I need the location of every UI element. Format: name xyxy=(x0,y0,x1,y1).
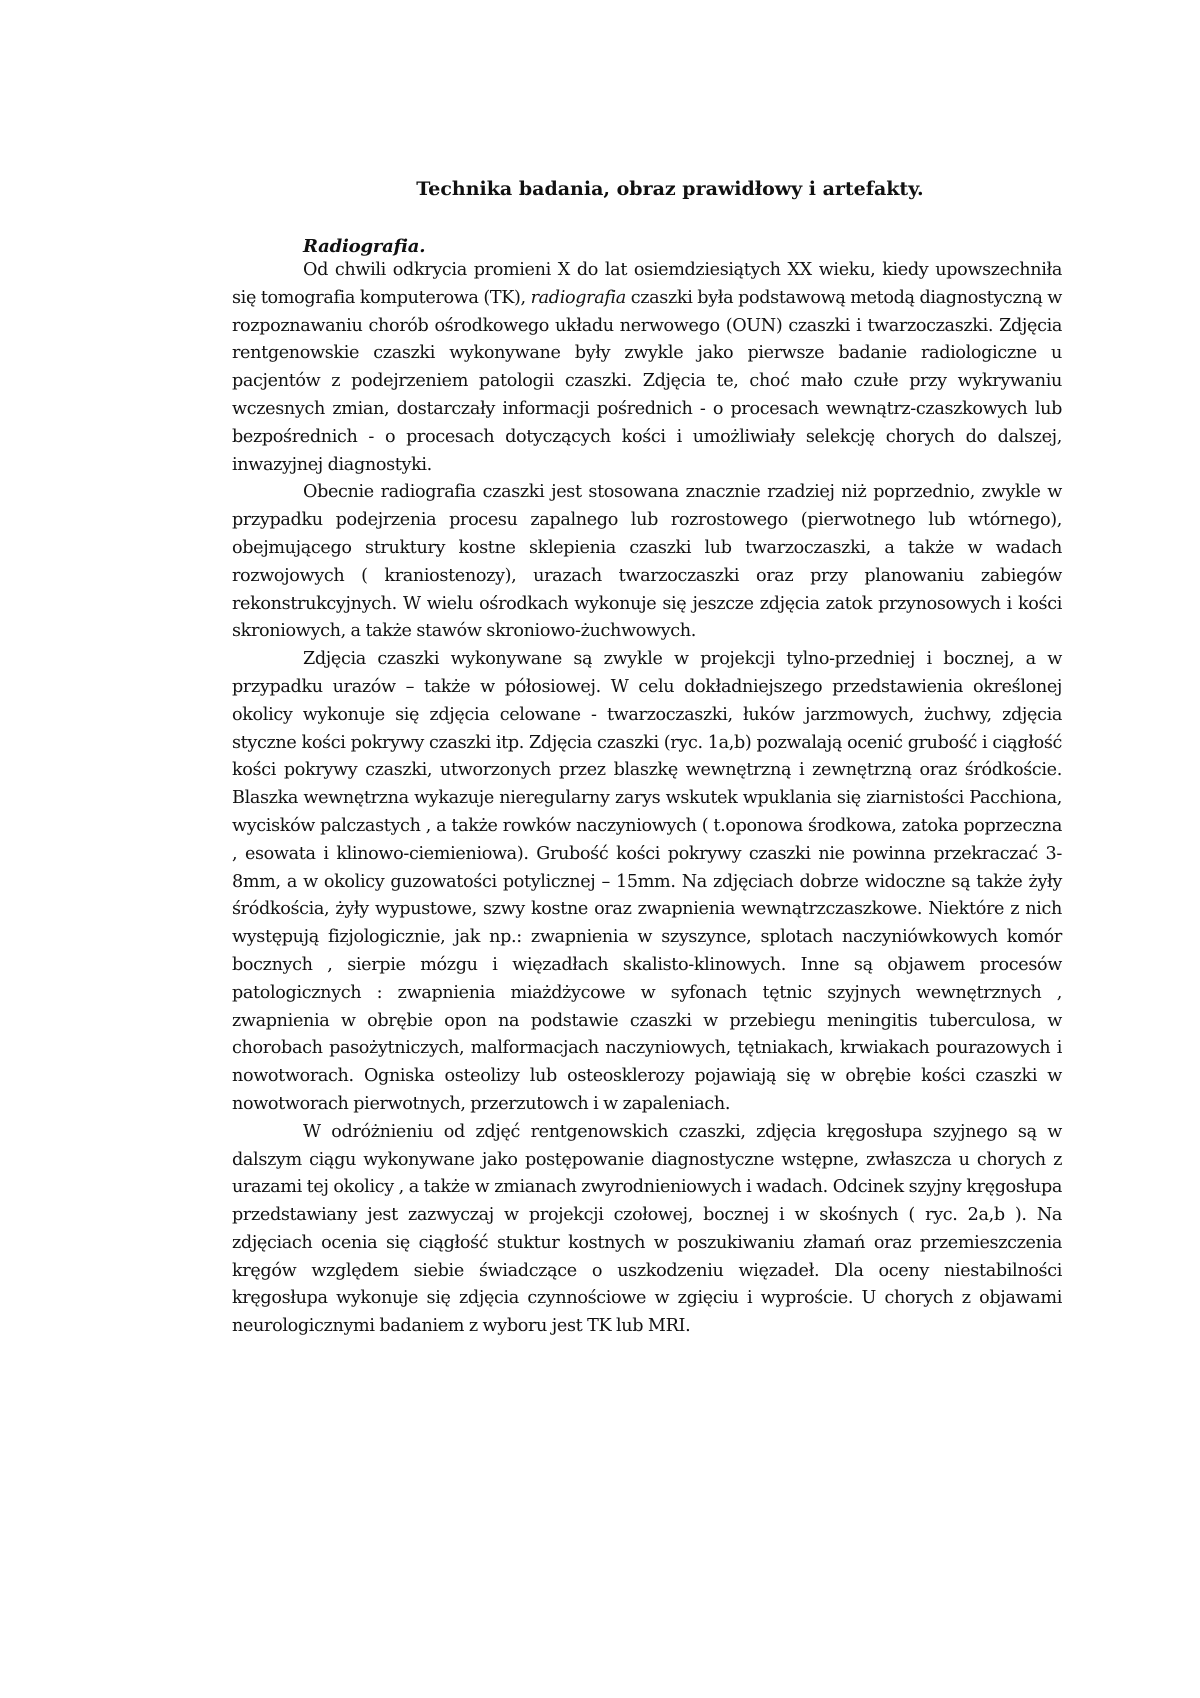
paragraph-1-emphasis: radiografia xyxy=(530,287,626,308)
paragraph-1-text-b: czaszki była podstawową metodą diagnostyczną w rozpoznawaniu chorób ośrodkowego układu nerwowego (OUN) czaszki i twarzoczaszki. Zdjęcia rentgenowskie czaszki wykonywane były zwykle jako pierwsze badanie radiologiczne u pacjentów z podejrzeniem patologii czaszki. Zdjęcia te, choć mało czułe przy wykrywaniu wczesnych zmian, dostarczały informacji pośrednich - o procesach wewnątrz-czaszkowych lub bezpośrednich - o procesach dotyczących kości i umożliwiały selekcję chorych do dalszej, inwazyjnej diagnostyki. xyxy=(232,287,1062,475)
paragraph-1-text-a: Od chwili odkrycia promieni X do lat osiemdziesiątych XX wieku, kiedy upowszechniła się tomografia komputerowa (TK), xyxy=(232,260,1062,308)
paragraph-3: Zdjęcia czaszki wykonywane są zwykle w projekcji tylno-przedniej i bocznej, a w przypadku urazów – także w półosiowej. W celu dokładniejszego przedstawienia określonej okolicy wykonuje się zdjęcia celowane - twarzoczaszki, łuków jarzmowych, żuchwy, zdjęcia styczne kości pokrywy czaszki itp. Zdjęcia czaszki (ryc. 1a,b) pozwalają ocenić grubość i ciągłość kości pokrywy czaszki, utworzonych przez blaszkę wewnętrzną i zewnętrzną oraz śródkoście. Blaszka wewnętrzna wykazuje nieregularny zarys wskutek wpuklania się ziarnistości Pacchiona, wycisków palczastych , a także rowków naczyniowych ( t.oponowa środkowa, zatoka poprzeczna , esowata i klinowo-ciemieniowa). Grubość kości pokrywy czaszki nie powinna przekraczać 3-8mm, a w okolicy guzowatości potylicznej – 15mm. Na zdjęciach dobrze widoczne są także żyły śródkościa, żyły wypustowe, szwy kostne oraz zwapnienia wewnątrzczaszkowe. Niektóre z nich występują fizjologicznie, jak np.: zwapnienia w szyszynce, splotach naczyniówkowych komór bocznych , sierpie mózgu i więzadłach skalisto-klinowych. Inne są objawem procesów patologicznych : zwapnienia miażdżycowe w syfonach tętnic szyjnych wewnętrznych , zwapnienia w obrębie opon na podstawie czaszki w przebiegu meningitis tuberculosa, w chorobach pasożytniczych, malformacjach naczyniowych, tętniakach, krwiakach pourazowych i nowotworach. Ogniska osteolizy lub osteosklerozy pojawiają się w obrębie kości czaszki w nowotworach pierwotnych, przerzutowch i w zapaleniach. xyxy=(232,649,1062,1114)
document-title: Technika badania, obraz prawidłowy i artefakty. xyxy=(416,178,924,200)
paragraph-2: Obecnie radiografia czaszki jest stosowana znacznie rzadziej niż poprzednio, zwykle w przypadku podejrzenia procesu zapalnego lub rozrostowego (pierwotnego lub wtórnego), obejmującego struktury kostne sklepienia czaszki lub twarzoczaszki, a także w wadach rozwojowych ( kraniostenozy), urazach twarzoczaszki oraz przy planowaniu zabiegów rekonstrukcyjnych. W wielu ośrodkach wykonuje się jeszcze zdjęcia zatok przynosowych i kości skroniowych, a także stawów skroniowo-żuchwowych. xyxy=(232,482,1062,642)
paragraph-4: W odróżnieniu od zdjęć rentgenowskich czaszki, zdjęcia kręgosłupa szyjnego są w dalszym ciągu wykonywane jako postępowanie diagnostyczne wstępne, zwłaszcza u chorych z urazami tej okolicy , a także w zmianach zwyrodnieniowych i wadach. Odcinek szyjny kręgosłupa przedstawiany jest zazwyczaj w projekcji czołowej, bocznej i w skośnych ( ryc. 2a,b ). Na zdjęciach ocenia się ciągłość stuktur kostnych w poszukiwaniu złamań oraz przemieszczenia kręgów względem siebie świadczące o uszkodzeniu więzadeł. Dla oceny niestabilności kręgosłupa wykonuje się zdjęcia czynnościowe w zgięciu i wyproście. U chorych z objawami neurologicznymi badaniem z wyboru jest TK lub MRI. xyxy=(232,1121,1062,1337)
paragraph-1 xyxy=(232,257,1062,479)
section-heading: Radiografia. xyxy=(303,236,426,257)
body-text xyxy=(232,257,1062,1341)
